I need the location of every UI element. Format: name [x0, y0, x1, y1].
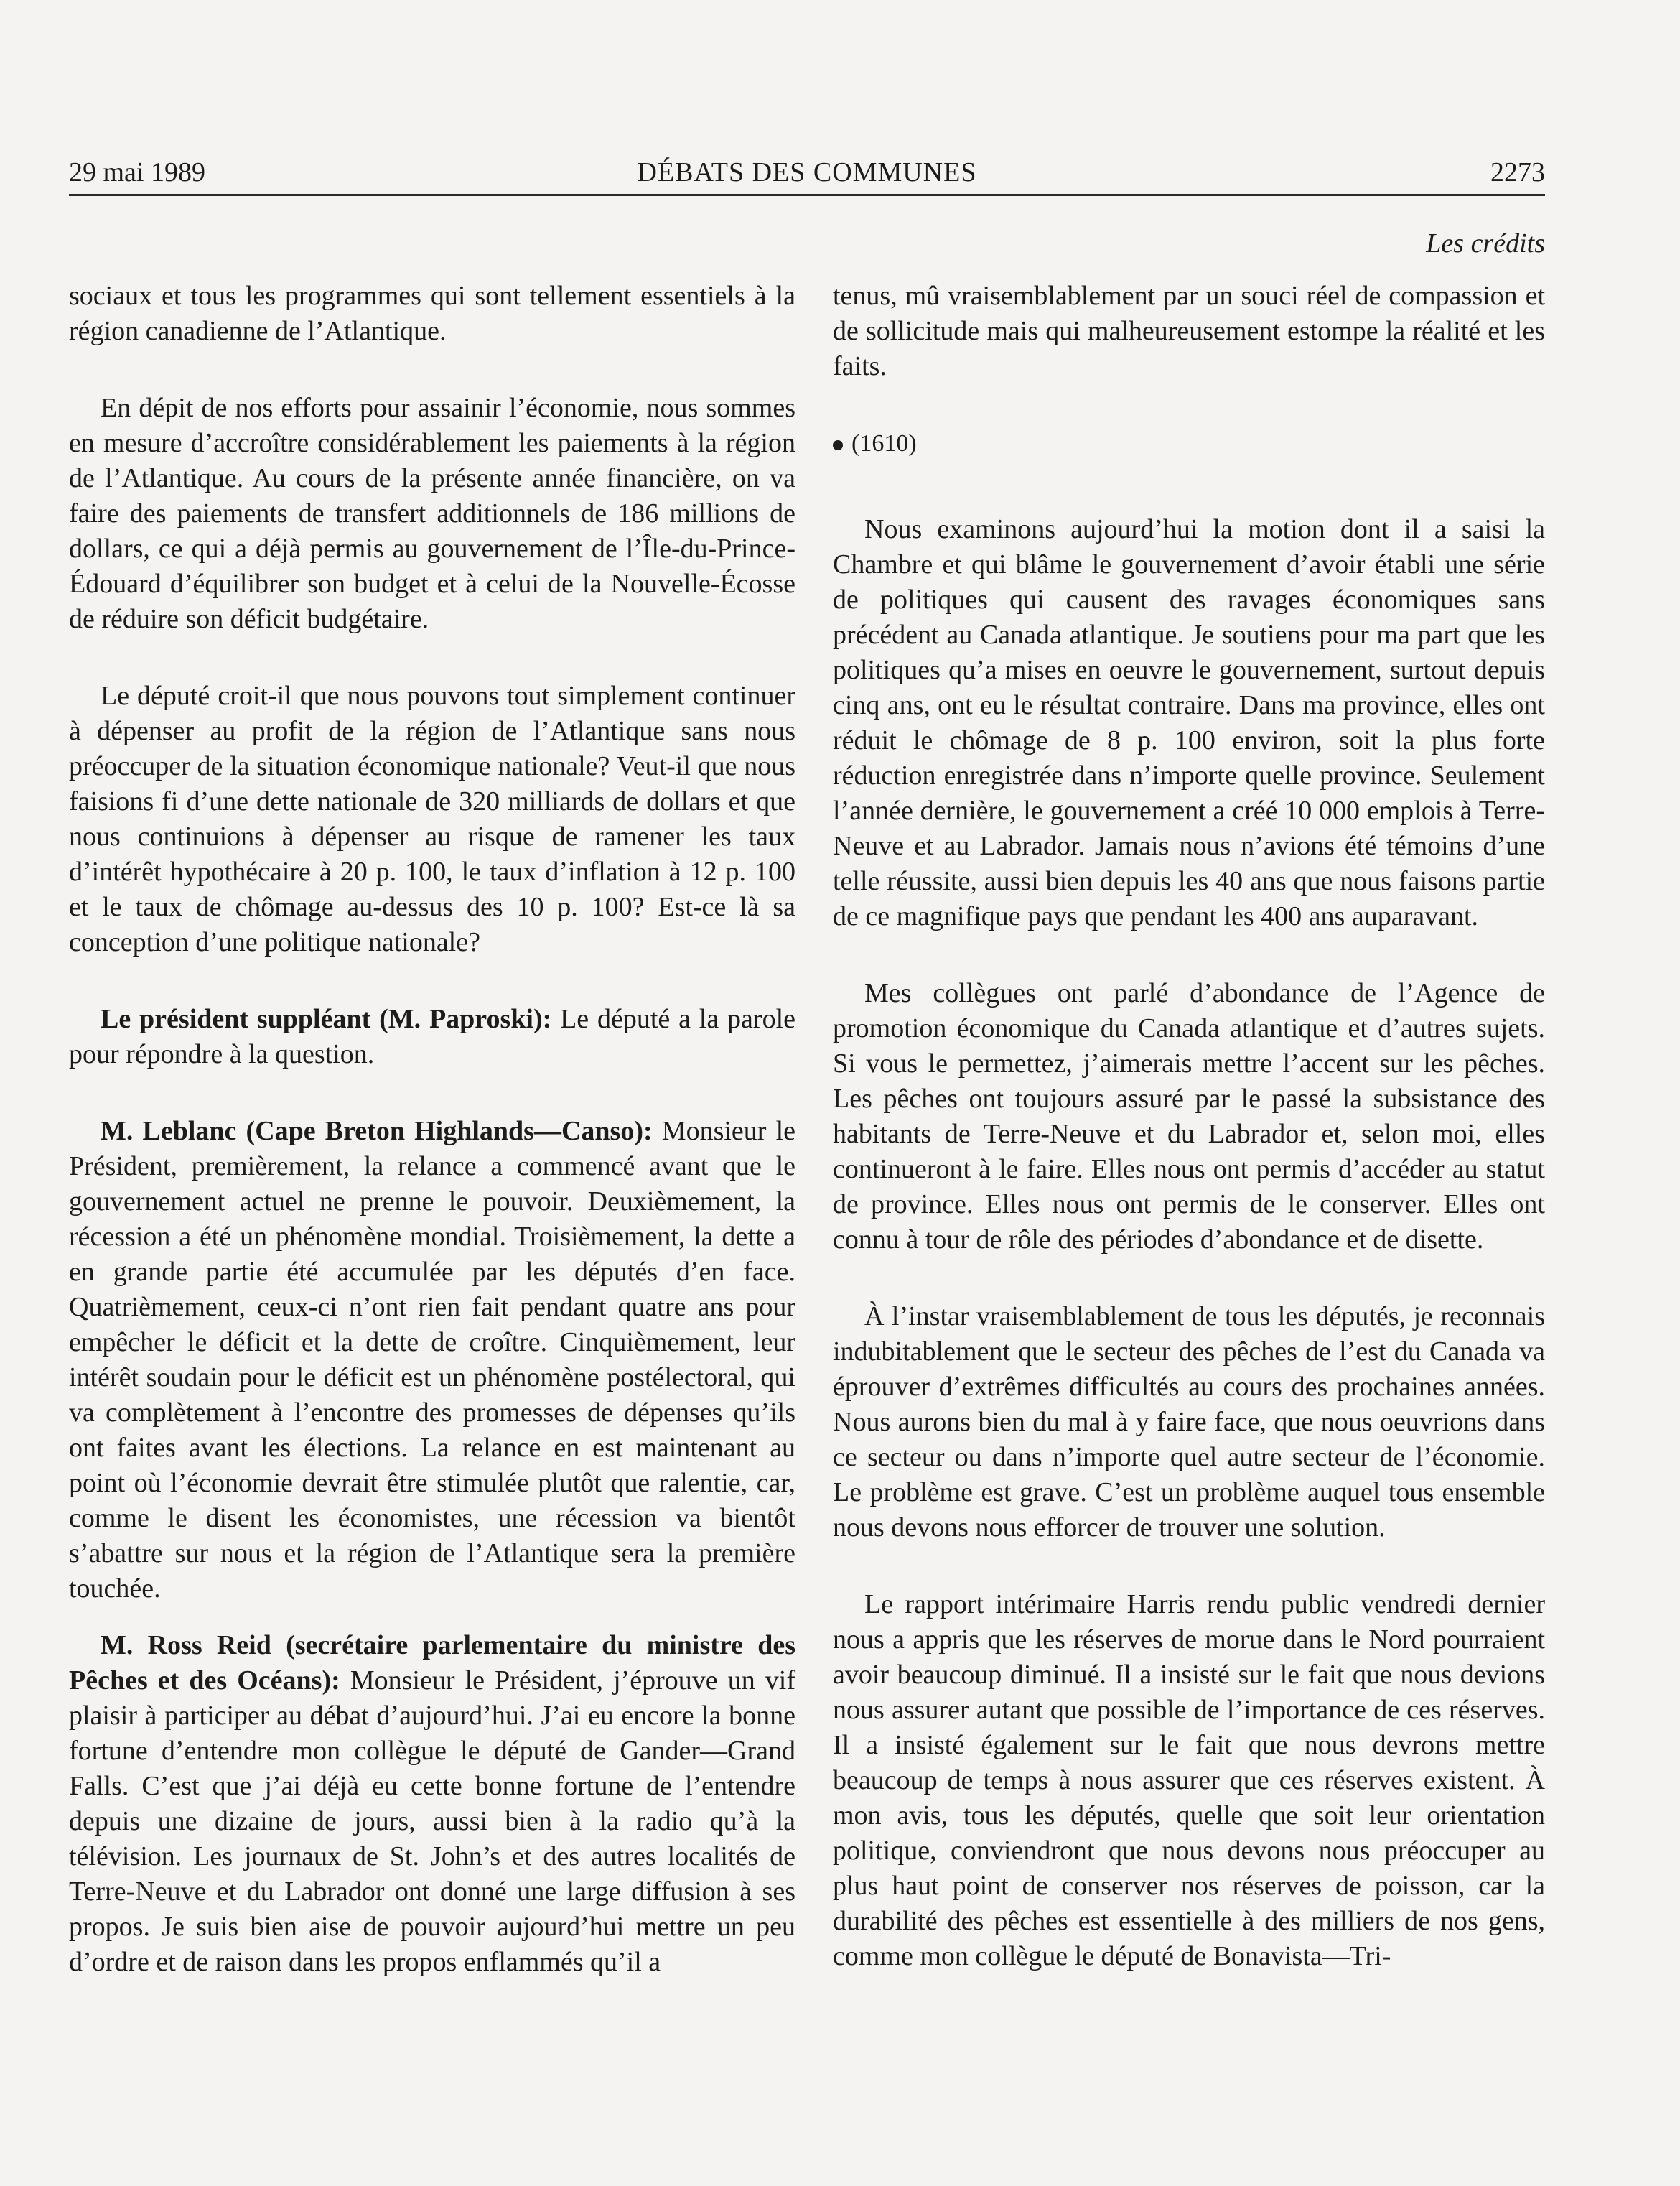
speech-text: Le député a la parole pour répondre à la question.: [69, 1004, 796, 1069]
paragraph: Nous examinons aujourd’hui la motion dont il a saisi la Chambre et qui blâme le gouvernement d’avoir établi une série de politiques qui causent des ravages économiques sans précédent au Canada atlantique. Je soutiens pour ma part que les politiques qu’a mises en oeuvre le gouvernement, surtout depuis cinq ans, ont eu le résultat contraire. Dans ma province, elles ont réduit le chômage de 8 p. 100 environ, soit la plus forte réduction enregistrée dans n’importe quelle province. Seulement l’année dernière, le gouvernement a créé 10 000 emplois à Terre-Neuve et au Labrador. Jamais nous n’avions été témoins d’une telle réussite, aussi bien depuis les 40 ans que nous faisons partie de ce magnifique pays que pendant les 400 ans auparavant.: [833, 514, 1545, 931]
paragraph: tenus, mû vraisemblablement par un souci réel de compassion et de sollicitude mais qui malheureusement estompe la réalité et les faits.: [833, 281, 1545, 381]
header-rule: [69, 194, 1545, 196]
bullet-icon: [833, 440, 843, 450]
paragraph: Le rapport intérimaire Harris rendu public vendredi dernier nous a appris que les réserves de morue dans le Nord pourraient avoir beaucoup diminué. Il a insisté sur le fait que nous devions nous assurer autant que possible de l’importance de ces réserves. Il a insisté également sur le fait que nous devrons mettre beaucoup de temps à nous assurer que ces réserves existent. À mon avis, tous les députés, quelle que soit leur orientation politique, conviendront que nous devons nous préoccuper au plus haut point de conserver nos réserves de poisson, car la durabilité des pêches est essentielle à des milliers de nos gens, comme mon collègue le député de Bonavista—Tri-: [833, 1589, 1545, 1971]
right-column: [833, 279, 1545, 2016]
paragraph: Le député croit-il que nous pouvons tout simplement continuer à dépenser au profit de la région de l’Atlantique sans nous préoccuper de la situation économique nationale? Veut-il que nous faisions fi d’une dette nationale de 320 milliards de dollars et que nous continuions à dépenser au risque de ramener les taux d’intérêt hypothécaire à 20 p. 100, le taux d’inflation à 12 p. 100 et le taux de chômage au-dessus des 10 p. 100? Est-ce là sa conception d’une politique nationale?: [69, 681, 795, 957]
speech-paragraph: [69, 1628, 795, 1980]
speaker-name: M. Ross Reid (secrétaire parlementaire du ministre des Pêches et des Océans):: [69, 1630, 795, 1696]
time-stamp: [833, 426, 1545, 462]
header-title: DÉBATS DES COMMUNES: [637, 157, 977, 187]
time-stamp-text: (1610): [851, 430, 917, 457]
running-head: Les crédits: [1426, 228, 1545, 259]
paragraph: À l’instar vraisemblablement de tous les députés, je reconnais indubitablement que le secteur des pêches de l’est du Canada va éprouver d’extrêmes difficultés au cours des prochaines années. Nous aurons bien du mal à y faire face, que nous oeuvrions dans ce secteur ou dans n’importe quel autre secteur de l’économie. Le problème est grave. C’est un problème auquel tous ensemble nous devons nous efforcer de trouver une solution.: [833, 1301, 1545, 1543]
page-header: [69, 152, 1545, 192]
speech-paragraph: [69, 1002, 795, 1072]
speech-paragraph: [69, 1114, 795, 1606]
speech-text: Monsieur le Président, j’éprouve un vif plaisir à participer au débat d’aujourd’hui. J’ai eu encore la bonne fortune d’entendre mon collègue le député de Gander—Grand Falls. C’est que j’ai déjà eu cette bonne fortune de l’entendre depuis une dizaine de jours, aussi bien à la radio qu’à la télévision. Les journaux de St. John’s et des autres localités de Terre-Neuve et du Labrador ont donné une large diffusion à ses propos. Je suis bien aise de pouvoir aujourd’hui mettre un peu d’ordre et de raison dans les propos enflammés qu’il a: [69, 1665, 796, 1977]
paragraph: sociaux et tous les programmes qui sont tellement essentiels à la région canadienne de l’Atlantique.: [69, 281, 795, 346]
header-date: 29 mai 1989: [69, 157, 205, 187]
paragraph: En dépit de nos efforts pour assainir l’économie, nous sommes en mesure d’accroître considérablement les paiements à la région de l’Atlantique. Au cours de la présente année financière, on va faire des paiements de transfert additionnels de 186 millions de dollars, ce qui a déjà permis au gouvernement de l’Île-du-Prince-Édouard d’équilibrer son budget et à celui de la Nouvelle-Écosse de réduire son déficit budgétaire.: [69, 393, 795, 634]
speech-text: Monsieur le Président, premièrement, la relance a commencé avant que le gouvernement actuel ne prenne le pouvoir. Deuxièmement, la récession a été un phénomène mondial. Troisièmement, la dette a en grande partie été accumulée par les députés d’en face. Quatrièmement, ceux-ci n’ont rien fait pendant quatre ans pour empêcher le déficit et la dette de croître. Cinquièmement, leur intérêt soudain pour le déficit est un phénomène postélectoral, qui va complètement à l’encontre des promesses de dépenses qu’ils ont faites avant les élections. La relance en est maintenant au point où l’économie devrait être stimulée plutôt que ralentie, car, comme le disent les économistes, une récession va bientôt s’abattre sur nous et la région de l’Atlantique sera la première touchée.: [69, 1116, 795, 1604]
speaker-name: Le président suppléant (M. Paproski):: [101, 1004, 552, 1034]
paragraph: Mes collègues ont parlé d’abondance de l’Agence de promotion économique du Canada atlantique et d’autres sujets. Si vous le permettez, j’aimerais mettre l’accent sur les pêches. Les pêches ont toujours assuré par le passé la subsistance des habitants de Terre-Neuve et du Labrador et, selon moi, elles continueront à le faire. Elles nous ont permis d’accéder au statut de province. Elles nous ont permis de le conserver. Elles ont connu à tour de rôle des périodes d’abondance et de disette.: [833, 978, 1545, 1255]
header-page-number: 2273: [1490, 157, 1545, 187]
left-column: [69, 279, 795, 2022]
speaker-name: M. Leblanc (Cape Breton Highlands—Canso):: [101, 1116, 653, 1146]
